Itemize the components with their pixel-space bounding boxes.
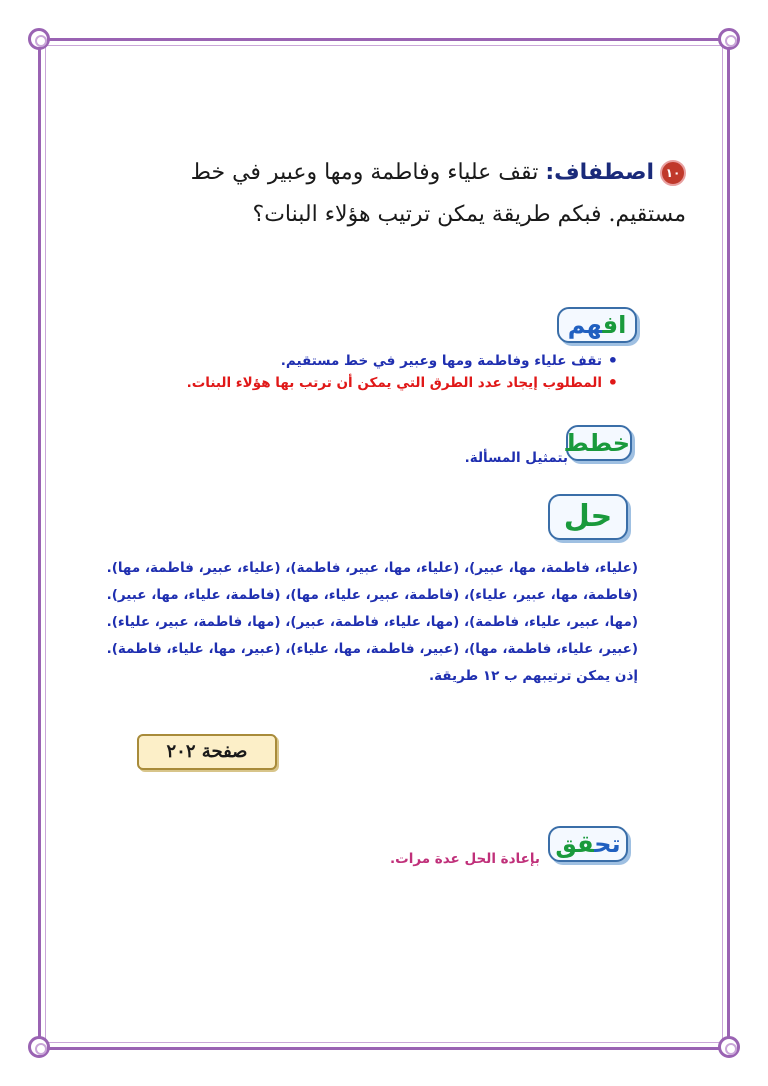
problem-text-line-1: تقف علياء وفاطمة ومها وعبير في خط [190, 160, 539, 185]
frame-corner-ornament [28, 28, 50, 50]
list-item: • المطلوب إيجاد عدد الطرق التي يمكن أن ترتب بها هؤلاء البنات. [78, 372, 618, 394]
tahaq-text: بإعادة الحل عدة مرات. [390, 851, 540, 867]
afham-bullet-list [78, 350, 618, 394]
hall-badge: حل [548, 494, 628, 540]
problem-number-badge: ١٠ [660, 160, 686, 186]
problem-title: اصطفاف: [545, 160, 654, 185]
frame-corner-ornament [718, 1036, 740, 1058]
problem-text-line-2: مستقيم. فبكم طريقة يمكن ترتيب هؤلاء البنات؟ [252, 202, 686, 227]
khatt-badge: خطط [566, 425, 632, 461]
solution-conclusion: إذن يمكن ترتيبهم ب ١٢ طريقة. [428, 668, 638, 684]
solution-block [78, 558, 638, 693]
solution-line: (مها، عبير، علياء، فاطمة)، (مها، علياء، فاطمة، عبير)، (مها، فاطمة، عبير، علياء). [106, 614, 638, 630]
solution-line: (فاطمة، مها، عبير، علياء)، (فاطمة، عبير، علياء، مها)، (فاطمة، علياء، مها، عبير). [106, 587, 638, 603]
khatt-text: بتمثيل المسألة. [464, 450, 568, 466]
problem-line-1 [126, 152, 686, 194]
frame-corner-ornament [28, 1036, 50, 1058]
solution-line: (علياء، فاطمة، مها، عبير)، (علياء، مها، عبير، فاطمة)، (علياء، عبير، فاطمة، مها). [106, 560, 638, 576]
list-item: • تقف علياء وفاطمة ومها وعبير في خط مستقيم. [78, 350, 618, 372]
tahaq-badge: تحقق [548, 826, 628, 862]
frame-corner-ornament [718, 28, 740, 50]
page-number-label: صفحة ٢٠٢ [137, 734, 277, 770]
afham-badge: افهم [557, 307, 637, 343]
problem-statement [126, 152, 686, 236]
solution-line: (عبير، علياء، فاطمة، مها)، (عبير، فاطمة، مها، علياء)، (عبير، مها، علياء، فاطمة). [106, 641, 638, 657]
